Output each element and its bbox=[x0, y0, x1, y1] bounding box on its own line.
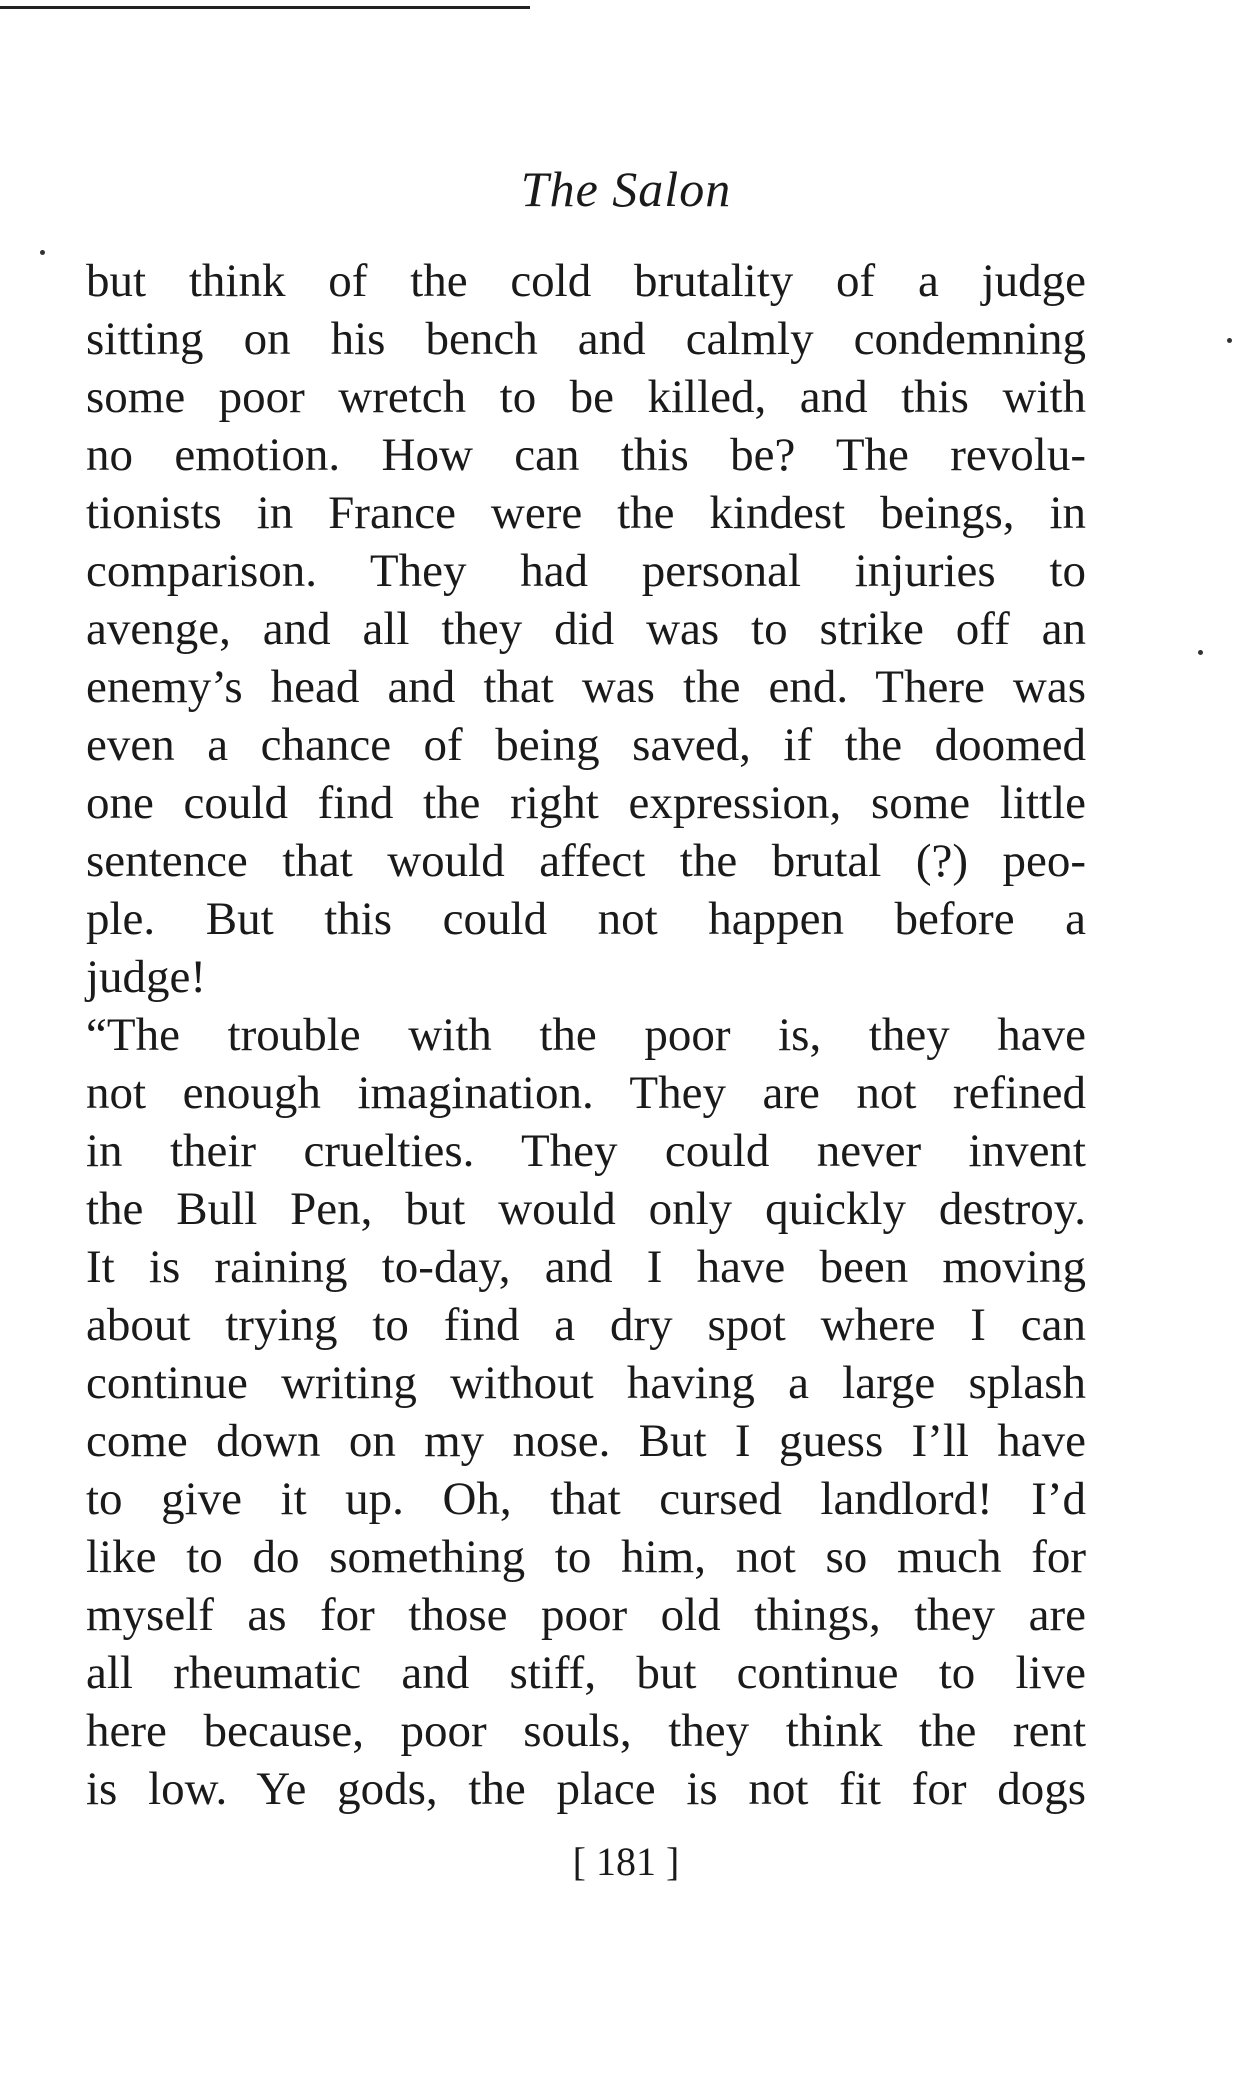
text-line: continue writing without having a large splash bbox=[86, 1357, 1086, 1409]
ink-speck bbox=[1198, 650, 1203, 655]
text-line: like to do something to him, not so much for bbox=[86, 1531, 1086, 1583]
text-line: even a chance of being saved, if the doomed bbox=[86, 719, 1086, 771]
text-line: one could find the right expression, some little bbox=[86, 777, 1086, 829]
text-line: no emotion. How can this be? The revolu- bbox=[86, 429, 1086, 481]
ink-speck bbox=[1227, 338, 1232, 343]
page-number: [ 181 ] bbox=[572, 1839, 680, 1884]
text-line: myself as for those poor old things, they are bbox=[86, 1589, 1086, 1641]
text-line: come down on my nose. But I guess I’ll have bbox=[86, 1415, 1086, 1467]
text-line: judge! bbox=[86, 951, 207, 1003]
text-line: sitting on his bench and calmly condemning bbox=[86, 313, 1086, 365]
text-line: to give it up. Oh, that cursed landlord! I’d bbox=[86, 1473, 1086, 1525]
text-line: enemy’s head and that was the end. There was bbox=[86, 661, 1086, 713]
text-line: about trying to find a dry spot where I can bbox=[86, 1299, 1086, 1351]
text-line: It is raining to-day, and I have been moving bbox=[86, 1241, 1086, 1293]
text-line: sentence that would affect the brutal (?) peo- bbox=[86, 835, 1086, 887]
text-line: but think of the cold brutality of a judge bbox=[86, 255, 1086, 307]
ink-speck bbox=[40, 250, 45, 255]
text-line: is low. Ye gods, the place is not fit for dogs bbox=[86, 1763, 1086, 1815]
text-line: not enough imagination. They are not refined bbox=[86, 1067, 1086, 1119]
text-line: the Bull Pen, but would only quickly destroy. bbox=[86, 1183, 1086, 1235]
top-rule bbox=[0, 6, 530, 9]
text-line: “The trouble with the poor is, they have bbox=[86, 1009, 1086, 1061]
text-line: some poor wretch to be killed, and this with bbox=[86, 371, 1086, 423]
text-line: in their cruelties. They could never invent bbox=[86, 1125, 1086, 1177]
text-line: all rheumatic and stiff, but continue to live bbox=[86, 1647, 1086, 1699]
text-line: ple. But this could not happen before a bbox=[86, 893, 1086, 945]
text-line: comparison. They had personal injuries to bbox=[86, 545, 1086, 597]
text-line: here because, poor souls, they think the rent bbox=[86, 1705, 1086, 1757]
text-line: tionists in France were the kindest beings, in bbox=[86, 487, 1086, 539]
body-text bbox=[86, 252, 1086, 1818]
text-line: avenge, and all they did was to strike off an bbox=[86, 603, 1086, 655]
running-head: The Salon bbox=[520, 161, 732, 217]
